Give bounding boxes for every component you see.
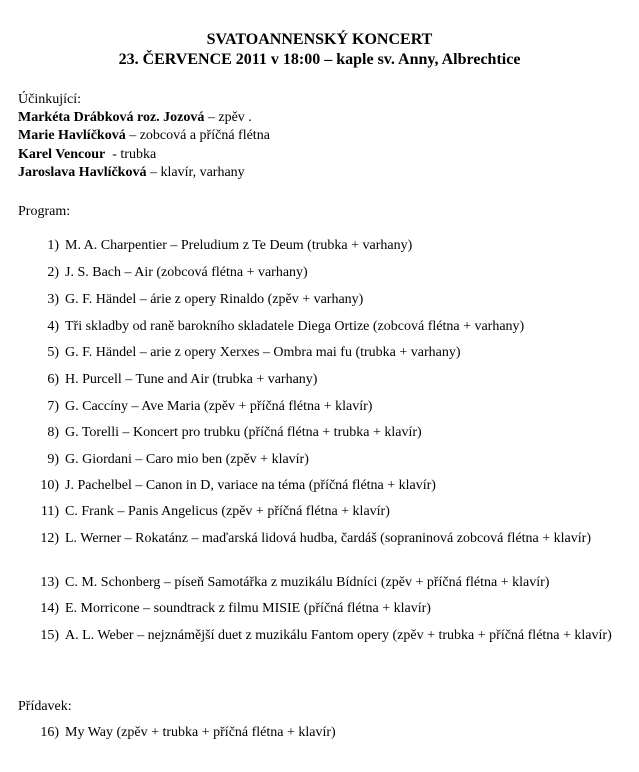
concert-date-venue: 23. ČERVENCE 2011 v 18:00 – kaple sv. Anny, Albrechtice xyxy=(118,51,521,68)
item-number: 1) xyxy=(47,238,59,253)
item-number: 5) xyxy=(47,345,59,360)
item-text: M. A. Charpentier – Preludium z Te Deum (trubka + varhany) xyxy=(65,238,413,253)
concert-title: SVATOANNENSKÝ KONCERT xyxy=(206,31,433,48)
item-number: 14) xyxy=(40,601,59,616)
item-number: 8) xyxy=(47,425,59,440)
program-label: Program: xyxy=(18,204,71,219)
item-text: G. Torelli – Koncert pro trubku (příčná flétna + trubka + klavír) xyxy=(65,425,422,440)
performer-entry xyxy=(18,164,245,182)
performer-name: Marie Havlíčková xyxy=(18,128,126,143)
item-number: 12) xyxy=(40,531,59,546)
item-text: C. Frank – Panis Angelicus (zpěv + příčná flétna + klavír) xyxy=(65,504,390,519)
item-text: G. Giordani – Caro mio ben (zpěv + klavír) xyxy=(65,452,309,467)
item-number: 16) xyxy=(40,725,59,740)
item-number: 3) xyxy=(47,292,59,307)
performers-label: Účinkující: xyxy=(18,92,81,107)
performer-role: - trubka xyxy=(105,147,157,162)
performer-entry xyxy=(18,146,156,164)
item-text: J. Pachelbel – Canon in D, variace na téma (příčná flétna + klavír) xyxy=(65,478,436,493)
item-text: My Way (zpěv + trubka + příčná flétna + klavír) xyxy=(65,725,336,740)
item-number: 6) xyxy=(47,372,59,387)
item-number: 15) xyxy=(40,628,59,643)
performer-name: Karel Vencour xyxy=(18,147,106,162)
item-text: H. Purcell – Tune and Air (trubka + varhany) xyxy=(65,372,318,387)
item-text: E. Morricone – soundtrack z filmu MISIE (příčná flétna + klavír) xyxy=(65,601,431,616)
item-text: J. S. Bach – Air (zobcová flétna + varhany) xyxy=(65,265,308,280)
performer-name: Jaroslava Havlíčková xyxy=(18,165,147,180)
item-number: 11) xyxy=(40,504,59,519)
performer-name: Markéta Drábková roz. Jozová xyxy=(18,110,205,125)
item-text: C. M. Schonberg – píseň Samotářka z muzikálu Bídníci (zpěv + příčná flétna + klavír) xyxy=(65,575,550,590)
item-text: Tři skladby od raně barokního skladatele Diega Ortize (zobcová flétna + varhany) xyxy=(65,319,525,334)
item-text: A. L. Weber – nejznámější duet z muzikálu Fantom opery (zpěv + trubka + příčná flétna + klavír) xyxy=(65,628,612,643)
encore-label: Přídavek: xyxy=(18,699,72,714)
performer-role: – zobcová a příčná flétna xyxy=(125,128,270,143)
performer-role: – klavír, varhany xyxy=(146,165,245,180)
item-text: G. F. Händel – arie z opery Xerxes – Ombra mai fu (trubka + varhany) xyxy=(65,345,461,360)
item-number: 2) xyxy=(47,265,59,280)
item-number: 4) xyxy=(47,319,59,334)
performer-entry xyxy=(18,109,252,127)
performer-role: – zpěv . xyxy=(204,110,252,125)
item-number: 7) xyxy=(47,399,59,414)
item-number: 10) xyxy=(40,478,59,493)
item-number: 13) xyxy=(40,575,59,590)
item-text: L. Werner – Rokatánz – maďarská lidová hudba, čardáš (sopraninová zobcová flétna + klavír) xyxy=(65,531,591,546)
item-text: G. F. Händel – árie z opery Rinaldo (zpěv + varhany) xyxy=(65,292,364,307)
item-text: G. Caccíny – Ave Maria (zpěv + příčná flétna + klavír) xyxy=(65,399,373,414)
performer-entry xyxy=(18,127,270,145)
item-number: 9) xyxy=(47,452,59,467)
